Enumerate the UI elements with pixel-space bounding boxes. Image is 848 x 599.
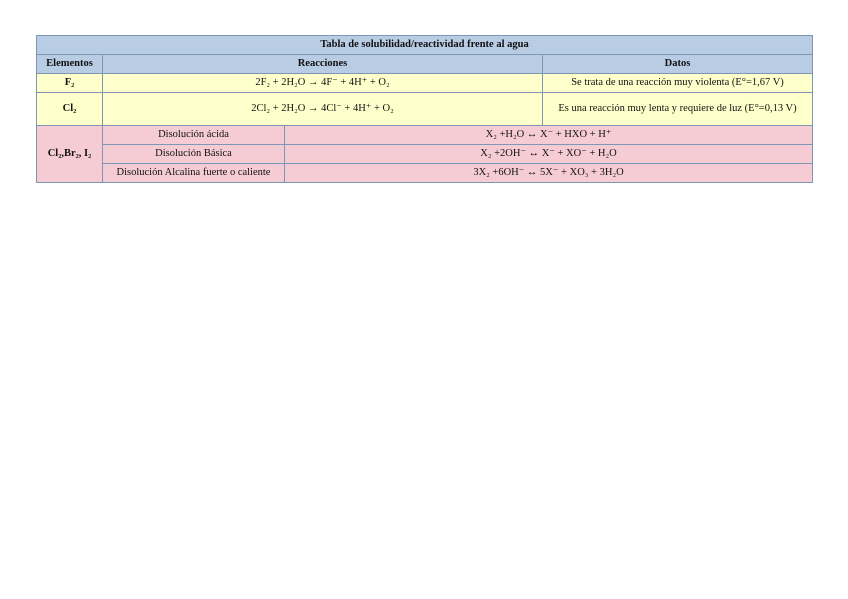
table-row (37, 74, 813, 93)
data-cell: Es una reacción muy lenta y requiere de luz (E°=0,13 V) (543, 93, 813, 126)
table-title-row (37, 36, 813, 55)
header-datos: Datos (543, 55, 813, 74)
condition-cell: Disolución Alcalina fuerte o caliente (103, 164, 285, 183)
condition-cell: Disolución Básica (103, 145, 285, 164)
reaction-cell: X₂ +2OH⁻ ↔ X⁻ + XO⁻ + H₂O (285, 145, 813, 164)
data-cell: Se trata de una reacción muy violenta (E°=1,67 V) (543, 74, 813, 93)
reaction-cell: 2Cl₂ + 2H₂O → 4Cl⁻ + 4H⁺ + O₂ (103, 93, 543, 126)
element-cell: Cl₂ (37, 93, 103, 126)
table-row (37, 126, 813, 145)
reaction-cell: 3X₂ +6OH⁻ ↔ 5X⁻ + XO₃ + 3H₂O (285, 164, 813, 183)
table-row (37, 145, 813, 164)
table-row (37, 93, 813, 126)
header-reacciones: Reacciones (103, 55, 543, 74)
header-elementos: Elementos (37, 55, 103, 74)
reaction-cell: 2F₂ + 2H₂O → 4F⁻ + 4H⁺ + O₂ (103, 74, 543, 93)
element-cell: F₂ (37, 74, 103, 93)
element-cell: Cl₂,Br₂, I₂ (37, 126, 103, 183)
table-row (37, 164, 813, 183)
table-header-row (37, 55, 813, 74)
condition-cell: Disolución ácida (103, 126, 285, 145)
solubility-table (36, 35, 813, 183)
reaction-cell: X₂ +H₂O ↔ X⁻ + HXO + H⁺ (285, 126, 813, 145)
table-title: Tabla de solubilidad/reactividad frente al agua (37, 36, 813, 55)
